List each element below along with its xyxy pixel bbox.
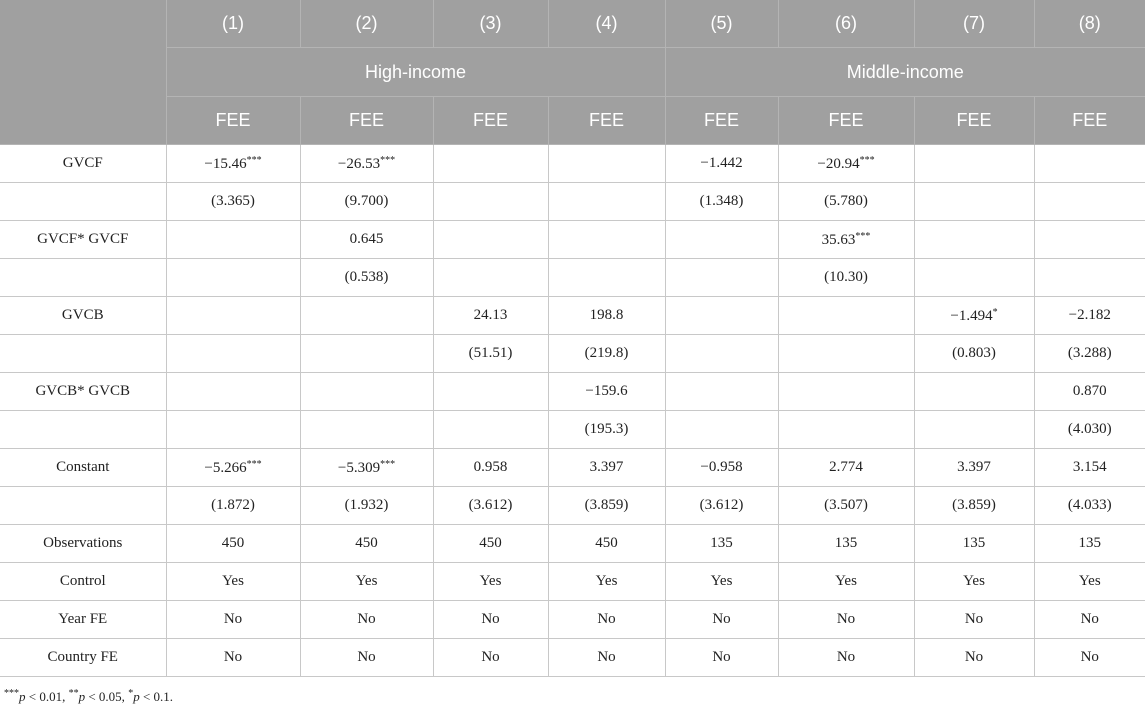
table-cell	[665, 335, 778, 373]
cell-value: (3.859)	[584, 497, 629, 513]
table-cell	[778, 373, 914, 411]
table-cell	[300, 373, 433, 411]
table-row	[0, 335, 1145, 373]
cell-value: Yes	[710, 573, 733, 589]
cell-value: (51.51)	[468, 345, 513, 361]
cell-value: Yes	[479, 573, 502, 589]
table-cell	[300, 525, 433, 563]
table-cell	[300, 183, 433, 221]
table-cell	[166, 639, 300, 677]
table-cell	[433, 259, 548, 297]
cell-value: Yes	[595, 573, 618, 589]
table-cell	[548, 639, 665, 677]
table-cell	[548, 411, 665, 449]
header-group-high-income: High-income	[166, 48, 665, 97]
cell-value: −15.46	[204, 155, 247, 172]
table-cell	[548, 221, 665, 259]
cell-value: (5.780)	[824, 193, 868, 209]
cell-value: No	[1080, 611, 1099, 627]
cell-value: No	[964, 649, 984, 665]
table-header	[0, 0, 1145, 145]
table-cell	[1034, 297, 1145, 335]
cell-value: 135	[962, 535, 986, 551]
table-cell	[166, 297, 300, 335]
table-cell	[433, 221, 548, 259]
table-cell	[778, 297, 914, 335]
header-row-methods	[0, 97, 1145, 145]
cell-value: (1.932)	[344, 497, 389, 513]
footnote-text: p < 0.1.	[133, 689, 174, 704]
header-method: FEE	[778, 97, 914, 145]
table-cell	[665, 639, 778, 677]
cell-value: No	[712, 649, 731, 665]
cell-value: Yes	[1078, 573, 1101, 589]
cell-value: 0.958	[473, 459, 508, 475]
cell-value: −1.442	[700, 155, 743, 171]
table-cell	[300, 335, 433, 373]
table-row	[0, 183, 1145, 221]
row-label	[0, 183, 166, 221]
table-cell	[778, 639, 914, 677]
row-label	[0, 411, 166, 449]
header-row-column-numbers	[0, 0, 1145, 48]
table-cell	[166, 183, 300, 221]
significance-stars: ***	[380, 458, 396, 470]
table-cell	[548, 297, 665, 335]
table-cell	[665, 183, 778, 221]
table-cell	[914, 449, 1034, 487]
table-cell	[665, 297, 778, 335]
header-column-number: (4)	[548, 0, 665, 48]
table-cell	[914, 335, 1034, 373]
table-cell	[433, 449, 548, 487]
table-cell	[778, 335, 914, 373]
table-cell	[166, 563, 300, 601]
table-cell	[778, 259, 914, 297]
table-cell	[914, 487, 1034, 525]
cell-value: 3.397	[589, 459, 624, 475]
cell-value: 135	[1078, 535, 1101, 551]
table-cell	[665, 449, 778, 487]
table-cell	[1034, 639, 1145, 677]
table-cell	[665, 259, 778, 297]
table-row	[0, 639, 1145, 677]
table-cell	[778, 411, 914, 449]
cell-value: (219.8)	[584, 345, 629, 361]
significance-stars: ***	[855, 230, 871, 242]
table-cell	[665, 487, 778, 525]
cell-value: −5.266	[204, 459, 247, 476]
cell-value: 450	[355, 535, 378, 551]
table-cell	[166, 145, 300, 183]
table-cell	[433, 601, 548, 639]
row-label: GVCB* GVCB	[0, 373, 166, 411]
cell-value: −1.494	[950, 307, 993, 324]
table-cell	[1034, 335, 1145, 373]
table-cell	[778, 221, 914, 259]
table-cell	[778, 601, 914, 639]
row-label	[0, 259, 166, 297]
table-cell	[548, 601, 665, 639]
table-cell	[433, 373, 548, 411]
cell-value: −26.53	[337, 155, 381, 172]
table-row	[0, 411, 1145, 449]
cell-value: No	[481, 611, 500, 627]
table-cell	[300, 601, 433, 639]
table-cell	[548, 449, 665, 487]
table-cell	[166, 259, 300, 297]
header-method: FEE	[665, 97, 778, 145]
cell-value: 24.13	[473, 307, 508, 323]
table-cell	[433, 487, 548, 525]
table-cell	[433, 411, 548, 449]
table-cell	[914, 639, 1034, 677]
table-cell	[914, 525, 1034, 563]
footnote-stars: *	[128, 688, 134, 699]
table-cell	[778, 145, 914, 183]
table-cell	[166, 449, 300, 487]
footnote-text: p < 0.05,	[78, 689, 125, 704]
cell-value: 35.63	[821, 231, 856, 248]
footnote-stars: ***	[4, 688, 19, 699]
header-method: FEE	[914, 97, 1034, 145]
table-cell	[166, 487, 300, 525]
cell-value: −20.94	[817, 155, 860, 172]
table-cell	[914, 297, 1034, 335]
table-cell	[914, 145, 1034, 183]
table-cell	[300, 259, 433, 297]
cell-value: −2.182	[1068, 307, 1111, 323]
table-row	[0, 145, 1145, 183]
table-cell	[665, 601, 778, 639]
cell-value: 135	[834, 535, 858, 551]
cell-value: No	[223, 611, 243, 627]
table-cell	[300, 563, 433, 601]
table-cell	[548, 525, 665, 563]
table-row	[0, 487, 1145, 525]
table-cell	[548, 487, 665, 525]
table-cell	[665, 411, 778, 449]
table-cell	[433, 563, 548, 601]
table-cell	[433, 145, 548, 183]
table-row	[0, 601, 1145, 639]
cell-value: (4.030)	[1067, 421, 1112, 437]
row-label: Control	[0, 563, 166, 601]
significance-stars: ***	[859, 154, 875, 166]
table-cell	[166, 411, 300, 449]
cell-value: (3.612)	[699, 497, 744, 513]
cell-value: (10.30)	[824, 269, 868, 285]
table-cell	[665, 525, 778, 563]
row-label: Constant	[0, 449, 166, 487]
table-cell	[1034, 145, 1145, 183]
header-corner	[0, 0, 166, 145]
cell-value: Yes	[355, 573, 378, 589]
cell-value: (195.3)	[584, 421, 629, 437]
table-cell	[665, 145, 778, 183]
table-cell	[166, 221, 300, 259]
cell-value: −5.309	[337, 459, 381, 476]
row-label	[0, 335, 166, 373]
cell-value: No	[357, 611, 376, 627]
cell-value: No	[223, 649, 243, 665]
cell-value: 450	[595, 535, 618, 551]
table-cell	[548, 335, 665, 373]
header-method: FEE	[548, 97, 665, 145]
table-cell	[665, 563, 778, 601]
table-cell	[433, 335, 548, 373]
table-cell	[300, 297, 433, 335]
header-column-number: (3)	[433, 0, 548, 48]
cell-value: 198.8	[589, 307, 624, 323]
cell-value: No	[836, 611, 856, 627]
header-method: FEE	[300, 97, 433, 145]
cell-value: No	[964, 611, 984, 627]
table-cell	[1034, 601, 1145, 639]
cell-value: 450	[221, 535, 245, 551]
cell-value: (3.612)	[468, 497, 513, 513]
cell-value: 0.645	[349, 231, 384, 247]
table-cell	[548, 145, 665, 183]
header-group-middle-income: Middle-income	[665, 48, 1145, 97]
table-cell	[1034, 487, 1145, 525]
row-label	[0, 487, 166, 525]
header-column-number: (7)	[914, 0, 1034, 48]
table-row	[0, 259, 1145, 297]
table-cell	[914, 221, 1034, 259]
table-cell	[914, 411, 1034, 449]
header-method: FEE	[1034, 97, 1145, 145]
table-cell	[778, 563, 914, 601]
table-cell	[433, 639, 548, 677]
table-cell	[548, 183, 665, 221]
footnote-text: p < 0.01,	[19, 689, 66, 704]
table-row	[0, 221, 1145, 259]
significance-stars: ***	[246, 458, 262, 470]
table-cell	[300, 449, 433, 487]
cell-value: No	[712, 611, 731, 627]
header-method: FEE	[166, 97, 300, 145]
header-row-groups	[0, 48, 1145, 97]
table-cell	[166, 525, 300, 563]
table-cell	[1034, 563, 1145, 601]
table-cell	[778, 449, 914, 487]
cell-value: No	[481, 649, 500, 665]
table-cell	[1034, 449, 1145, 487]
header-method: FEE	[433, 97, 548, 145]
table-cell	[433, 525, 548, 563]
table-cell	[914, 183, 1034, 221]
table-cell	[665, 373, 778, 411]
row-label: GVCB	[0, 297, 166, 335]
row-label: Country FE	[0, 639, 166, 677]
cell-value: −159.6	[585, 383, 628, 399]
table-cell	[914, 373, 1034, 411]
cell-value: (3.859)	[952, 497, 996, 513]
cell-value: 2.774	[829, 459, 863, 475]
row-label: Year FE	[0, 601, 166, 639]
header-column-number: (2)	[300, 0, 433, 48]
cell-value: −0.958	[700, 459, 743, 475]
table-cell	[548, 259, 665, 297]
table-cell	[300, 487, 433, 525]
table-cell	[166, 601, 300, 639]
cell-value: 3.154	[1072, 459, 1107, 475]
table-cell	[166, 335, 300, 373]
table-cell	[300, 145, 433, 183]
cell-value: 135	[710, 535, 733, 551]
cell-value: Yes	[963, 573, 985, 589]
header-column-number: (1)	[166, 0, 300, 48]
table-row	[0, 525, 1145, 563]
cell-value: (0.803)	[952, 345, 996, 361]
cell-value: No	[1080, 649, 1099, 665]
table-cell	[1034, 221, 1145, 259]
cell-value: (1.872)	[211, 497, 255, 513]
table-cell	[1034, 259, 1145, 297]
cell-value: (3.288)	[1067, 345, 1112, 361]
cell-value: (0.538)	[344, 269, 389, 285]
table-cell	[433, 183, 548, 221]
table-row	[0, 373, 1145, 411]
table-cell	[300, 639, 433, 677]
row-label: GVCF	[0, 145, 166, 183]
cell-value: No	[597, 649, 616, 665]
table-footnote	[4, 688, 173, 705]
cell-value: 3.397	[957, 459, 991, 475]
header-column-number: (5)	[665, 0, 778, 48]
table-cell	[665, 221, 778, 259]
header-column-number: (8)	[1034, 0, 1145, 48]
header-column-number: (6)	[778, 0, 914, 48]
table-cell	[778, 525, 914, 563]
table-cell	[548, 373, 665, 411]
table-cell	[778, 183, 914, 221]
cell-value: (1.348)	[699, 193, 744, 209]
cell-value: No	[836, 649, 856, 665]
cell-value: 0.870	[1072, 383, 1107, 399]
row-label: Observations	[0, 525, 166, 563]
table-cell	[1034, 411, 1145, 449]
significance-stars: ***	[380, 154, 396, 166]
table-cell	[914, 601, 1034, 639]
table-row	[0, 297, 1145, 335]
table-cell	[914, 563, 1034, 601]
table-body	[0, 145, 1145, 677]
table-row	[0, 563, 1145, 601]
cell-value: (3.507)	[824, 497, 868, 513]
cell-value: Yes	[222, 573, 244, 589]
table-cell	[1034, 183, 1145, 221]
table-cell	[1034, 525, 1145, 563]
cell-value: (9.700)	[344, 193, 389, 209]
significance-stars: ***	[246, 154, 262, 166]
table-cell	[433, 297, 548, 335]
cell-value: (4.033)	[1067, 497, 1112, 513]
footnote-stars: **	[68, 688, 79, 699]
cell-value: Yes	[835, 573, 857, 589]
cell-value: 450	[479, 535, 502, 551]
significance-stars: *	[992, 306, 998, 318]
table-cell	[1034, 373, 1145, 411]
table-cell	[300, 411, 433, 449]
cell-value: No	[597, 611, 616, 627]
table-cell	[166, 373, 300, 411]
cell-value: (3.365)	[211, 193, 255, 209]
table-cell	[548, 563, 665, 601]
table-row	[0, 449, 1145, 487]
table-cell	[300, 221, 433, 259]
table-cell	[914, 259, 1034, 297]
table-cell	[778, 487, 914, 525]
cell-value: No	[357, 649, 376, 665]
row-label: GVCF* GVCF	[0, 221, 166, 259]
